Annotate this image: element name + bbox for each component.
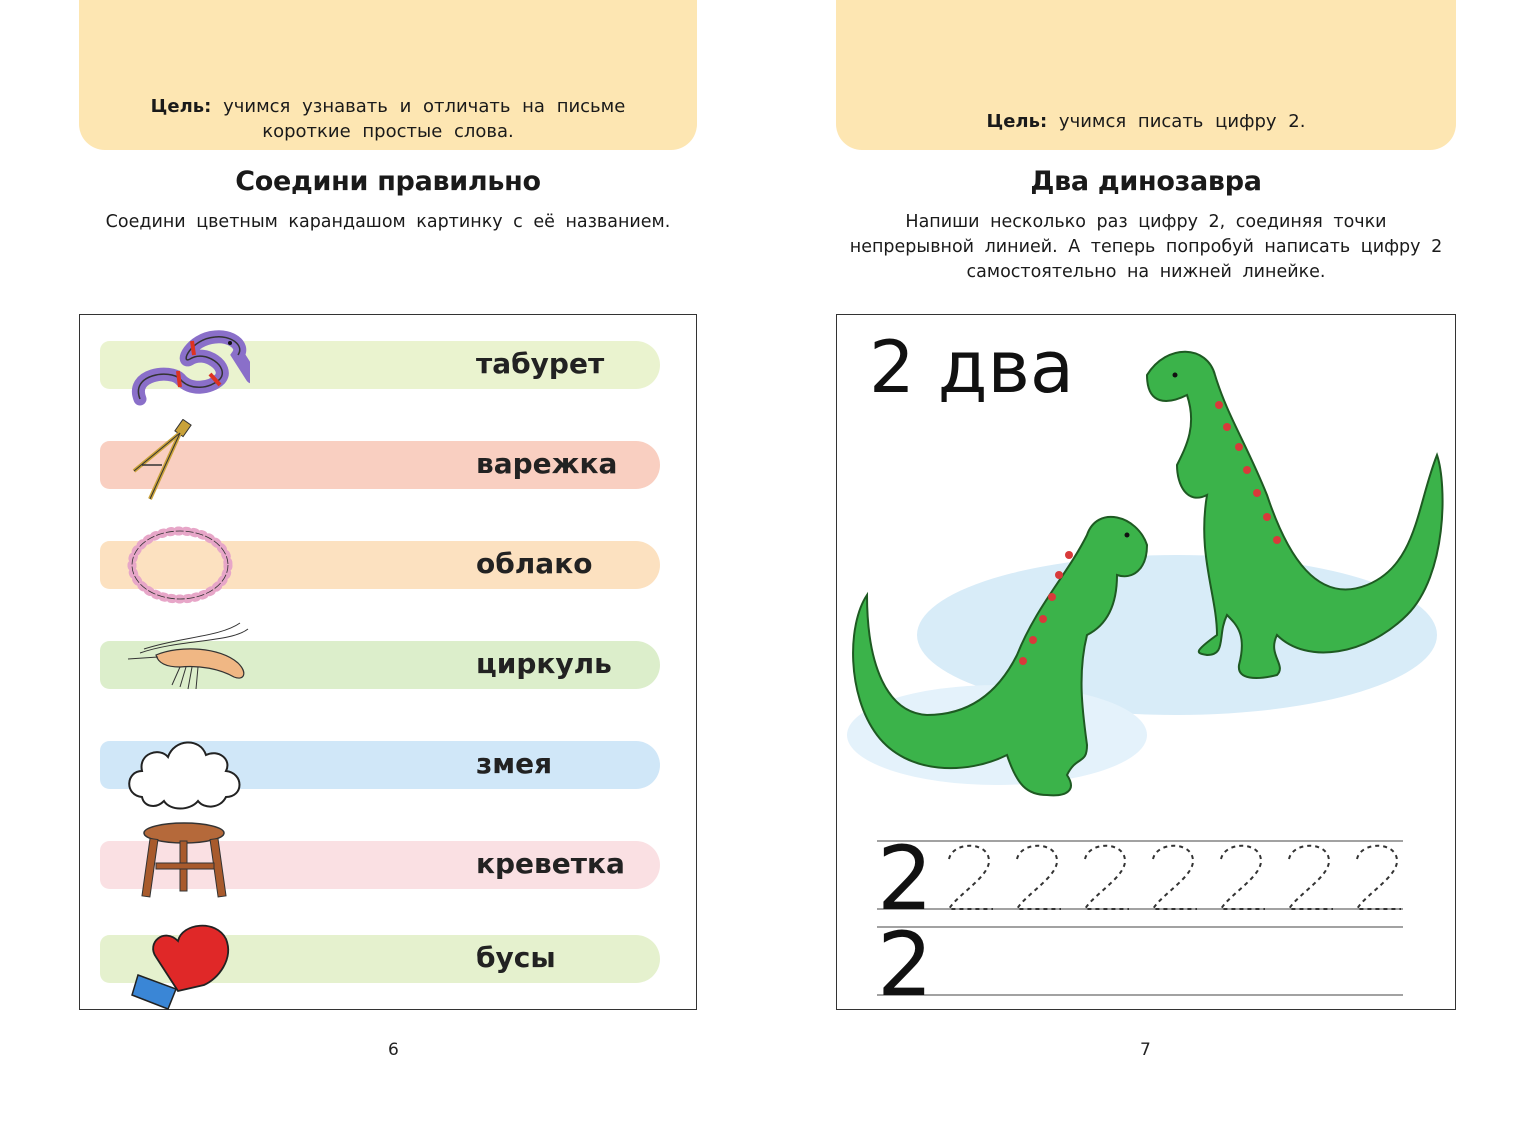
number-word-label: 2 два [869, 325, 1075, 409]
word-label: облако [476, 547, 593, 580]
word-label: бусы [476, 941, 556, 974]
goal-text: учимся писать цифру 2. [1058, 111, 1306, 132]
goal-banner-left [79, 0, 697, 150]
matching-row [100, 913, 680, 1013]
solid-digit: 2 [877, 827, 933, 930]
word-label: варежка [476, 447, 618, 480]
beads-icon[interactable] [120, 519, 250, 619]
matching-row [100, 819, 680, 919]
word-label: циркуль [476, 647, 612, 680]
instruction-right: Напиши несколько раз цифру 2, соединяя точки непрерывной линией. А теперь попробуй написать цифру 2 самостоятельно на нижней линейке. [849, 212, 1443, 282]
matching-exercise-frame [79, 314, 697, 1010]
matching-row [100, 519, 680, 619]
goal-label: Цель: [986, 111, 1048, 132]
matching-row [100, 319, 680, 419]
word-label: змея [476, 747, 553, 780]
practice-digit: 2 [877, 913, 933, 1005]
instruction-left: Соедини цветным карандашом картинку с её названием. [105, 212, 671, 232]
word-label: креветка [476, 847, 625, 880]
compass-icon[interactable] [120, 419, 250, 519]
cloud-icon[interactable] [120, 719, 250, 819]
writing-exercise-frame [836, 314, 1456, 1010]
mitten-icon[interactable] [120, 913, 250, 1013]
stool-icon[interactable] [120, 819, 250, 919]
matching-row [100, 619, 680, 719]
snake-icon[interactable] [120, 319, 250, 419]
matching-row [100, 419, 680, 519]
digit-tracing-lines[interactable] [877, 825, 1407, 1005]
dotted-digits[interactable] [949, 846, 1401, 909]
goal-banner-right [836, 0, 1456, 150]
page-number-left: 6 [388, 1040, 399, 1060]
dinosaurs-illustration [847, 335, 1447, 825]
goal-label: Цель: [150, 96, 212, 117]
goal-text: учимся узнавать и отличать на письме короткие простые слова. [223, 96, 626, 142]
page-title-right: Два динозавра [1030, 166, 1262, 197]
page-title-left: Соедини правильно [235, 166, 541, 197]
word-label: табурет [476, 347, 605, 380]
shrimp-icon[interactable] [120, 619, 250, 719]
page-number-right: 7 [1140, 1040, 1151, 1060]
matching-row [100, 719, 680, 819]
